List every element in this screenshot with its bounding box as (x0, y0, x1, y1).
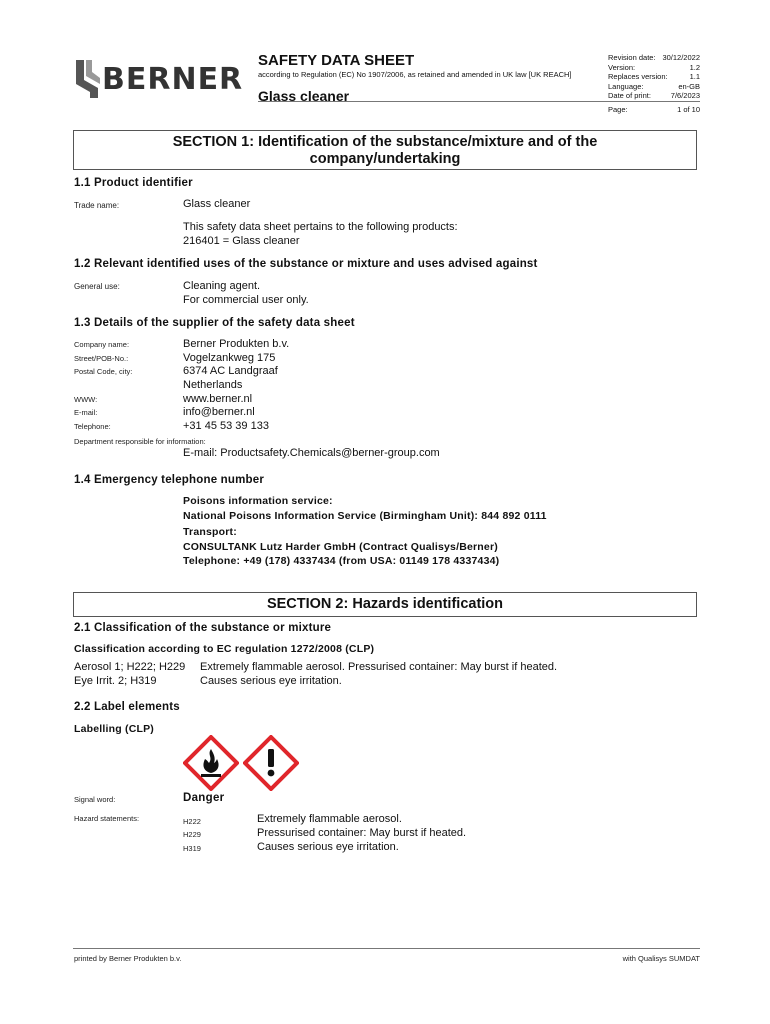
postal-value: 6374 AC Landgraaf (183, 365, 278, 377)
footer-left: printed by Berner Produkten b.v. (74, 954, 182, 963)
transport-line1: Transport: (183, 526, 237, 538)
s13-heading: 1.3 Details of the supplier of the safety data sheet (74, 317, 355, 329)
s22-heading: 2.2 Label elements (74, 701, 180, 713)
company-value: Berner Produkten b.v. (183, 338, 290, 350)
section2-title-box (73, 592, 697, 617)
hazard-code-1: H222 (183, 817, 201, 826)
section1-title-line2: company/undertaking (309, 151, 461, 167)
company-label: Company name: (74, 340, 130, 349)
class-row-1-text: Extremely flammable aerosol. Pressurised container: May burst if heated. (200, 661, 558, 673)
transport-line3: Telephone: +49 (178) 4337434 (from USA: 01149 178 4337434) (183, 555, 500, 567)
pertains-line1: This safety data sheet pertains to the following products: (183, 221, 458, 233)
footer-right: with Qualisys SUMDAT (622, 954, 700, 963)
hazard-statements-label: Hazard statements: (74, 814, 140, 823)
street-value: Vogelzankweg 175 (183, 352, 276, 364)
revision-meta: Revision date: 30/12/2022 Version: 1.2 Replaces version: 1.1 Language: en-GB Date of print: 7/6/2023 (608, 53, 700, 101)
poison-line2: National Poisons Information Service (Birmingham Unit): 844 892 0111 (183, 509, 547, 522)
berner-logo (72, 58, 250, 100)
s11-heading: 1.1 Product identifier (74, 177, 193, 189)
www-label: WWW: (74, 395, 98, 404)
class-row-2-text: Causes serious eye irritation. (200, 675, 342, 687)
pertains-line2: 216401 = Glass cleaner (183, 235, 300, 247)
emergency-block (183, 494, 547, 569)
header-divider (258, 101, 700, 102)
trade-name-label: Trade name: (74, 201, 120, 210)
class-row-2-code: Eye Irrit. 2; H319 (74, 675, 157, 687)
logo-mark-icon (72, 58, 102, 100)
dept-email[interactable]: E-mail: Productsafety.Chemicals@berner-group.com (183, 447, 440, 459)
flame-icon (183, 735, 239, 791)
class-row-1-code: Aerosol 1; H222; H229 (74, 661, 186, 673)
doc-title: SAFETY DATA SHEET (258, 52, 415, 69)
section2-title: SECTION 2: Hazards identification (266, 596, 504, 612)
labelling-heading: Labelling (CLP) (74, 723, 154, 735)
transport-line2: CONSULTANK Lutz Harder GmbH (Contract Qualisys/Berner) (183, 540, 498, 553)
hazard-code-3: H319 (183, 844, 201, 853)
regulation-text: according to Regulation (EC) No 1907/2006, as retained and amended in UK law [UK REACH] (258, 70, 572, 79)
dept-label: Department responsible for information: (74, 437, 206, 446)
s21-heading: 2.1 Classification of the substance or mixture (74, 622, 332, 634)
footer-divider (73, 948, 700, 949)
product-title: Glass cleaner (258, 88, 350, 104)
phone-label: Telephone: (74, 422, 111, 431)
signal-word: Danger (183, 792, 225, 804)
email-label: E-mail: (74, 408, 98, 417)
hazard-text-2: Pressurised container: May burst if heated. (257, 827, 467, 839)
s12-heading: 1.2 Relevant identified uses of the substance or mixture and uses advised against (74, 258, 538, 270)
hazard-code-2: H229 (183, 830, 201, 839)
general-use-line2: For commercial user only. (183, 294, 309, 306)
trade-name-value: Glass cleaner (183, 198, 251, 210)
street-label: Street/POB-No.: (74, 354, 129, 363)
hazard-text-1: Extremely flammable aerosol. (257, 813, 402, 825)
hazard-text-3: Causes serious eye irritation. (257, 841, 399, 853)
s14-heading: 1.4 Emergency telephone number (74, 474, 265, 486)
general-use-label: General use: (74, 282, 120, 291)
general-use-line1: Cleaning agent. (183, 280, 261, 292)
clp-heading: Classification according to EC regulation 1272/2008 (CLP) (74, 643, 375, 655)
email-link[interactable]: info@berner.nl (183, 406, 255, 418)
logo-text: BERNER (102, 62, 244, 97)
poison-line1: Poisons information service: (183, 495, 333, 507)
exclamation-icon (243, 735, 299, 791)
signal-word-label: Signal word: (74, 795, 116, 804)
phone-value: +31 45 53 39 133 (183, 420, 269, 432)
section1-title-line1: SECTION 1: Identification of the substance/mixture and of the (172, 134, 598, 150)
www-link[interactable]: www.berner.nl (183, 393, 253, 405)
country-value: Netherlands (183, 379, 243, 391)
postal-label: Postal Code, city: (74, 367, 133, 376)
page-number: Page: 1 of 10 (608, 105, 700, 114)
section1-title-box (73, 130, 697, 170)
